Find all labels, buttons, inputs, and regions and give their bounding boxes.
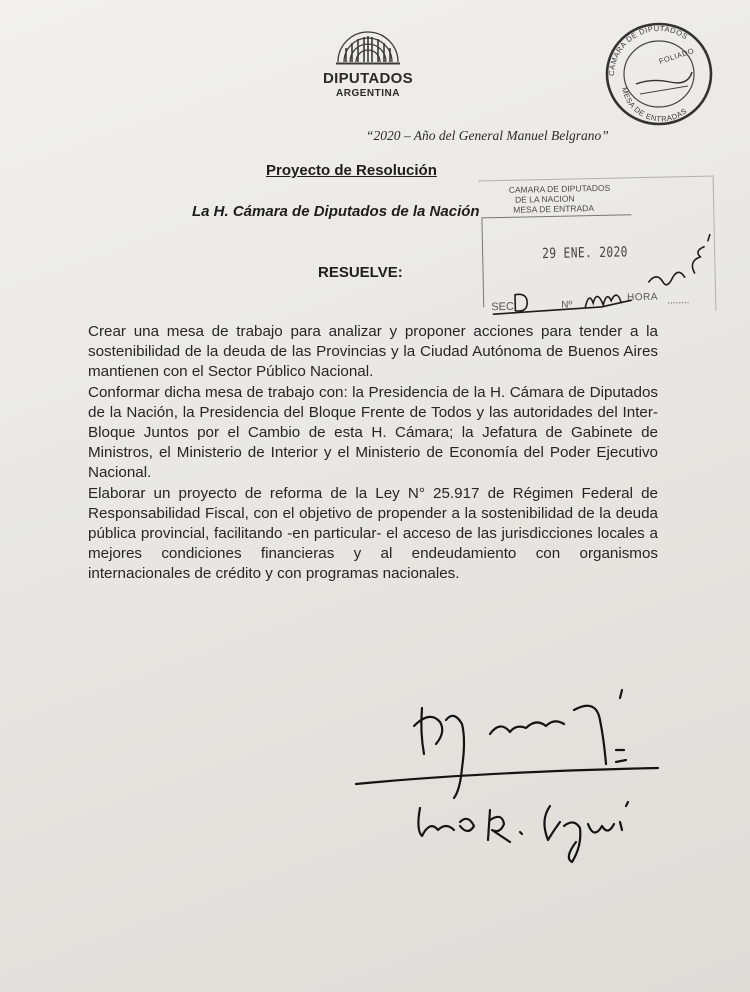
stamp-dotted-fill: ........ [667, 295, 690, 307]
handwritten-signature [350, 680, 670, 870]
stamp-line-3: MESA DE ENTRADA [513, 203, 595, 215]
resolution-body [88, 322, 658, 585]
stamp-sec-label: SEC. [491, 300, 518, 314]
seal-outer-text: CÁMARA DE DIPUTADOS [606, 23, 690, 77]
resolution-verb: RESUELVE: [318, 264, 403, 281]
stamp-handwriting [479, 176, 722, 321]
stamp-line-1: CAMARA DE DIPUTADOS [508, 182, 611, 195]
chamber-heading: La H. Cámara de Diputados de la Nación [192, 203, 480, 220]
stamp-date: 29 ENE. 2020 [542, 244, 629, 263]
congress-dome-icon [332, 26, 404, 66]
stamp-hora-label: HORA [626, 291, 659, 304]
entry-stamp [479, 176, 717, 316]
foliado-seal [600, 18, 718, 130]
resolution-article-2: Conformar dicha mesa de trabajo con: la Presidencia de la H. Cámara de Diputados de la Nación, la Presidencia del Bloque Frente de Todos y las autoridades del Inter-Bloque Juntos por el Cambio de esta H. Cámara; la Jefatura de Gabinete de Ministros, el Ministerio de Interior y el Ministerio de Economía del Poder Ejecutivo Nacional. [88, 383, 658, 482]
stamp-line-2: DE LA NACION [514, 193, 575, 205]
motto: “2020 – Año del General Manuel Belgrano” [366, 128, 609, 143]
letterhead-country: ARGENTINA [336, 88, 400, 99]
stamp-no-label: Nº [561, 299, 573, 311]
seal-bottom-text: MESA DE ENTRADAS [619, 86, 689, 124]
letterhead-institution: DIPUTADOS [323, 70, 413, 87]
document-title: Proyecto de Resolución [266, 162, 437, 179]
letterhead-logo [318, 26, 418, 99]
resolution-article-1: Crear una mesa de trabajo para analizar y proponer acciones para tender a la sostenibilidad de la deuda de las Provincias y la Ciudad Autónoma de Buenos Aires mantienen con el Sector Público Nacional. [88, 323, 658, 381]
seal-inner-text: FOLIADO [657, 46, 696, 66]
resolution-article-3: Elaborar un proyecto de reforma de la Ley N° 25.917 de Régimen Federal de Responsabilidad Fiscal, con el objetivo de propender a la sostenibilidad de la deuda pública provincial, facilitando -en particular- el acceso de las jurisdicciones locales a mejores condiciones financieras y al endeudamiento con organismos internacionales de crédito y con programas nacionales. [88, 484, 658, 583]
